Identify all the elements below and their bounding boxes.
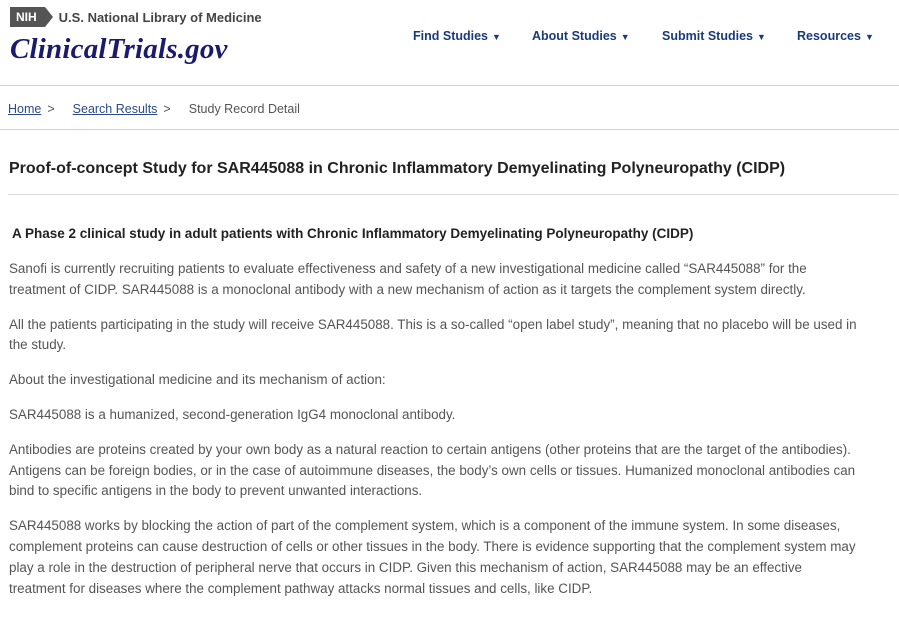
chevron-right-icon: >: [47, 102, 55, 116]
nav-submit-studies[interactable]: [662, 29, 766, 43]
paragraph: About the investigational medicine and its mechanism of action:: [9, 372, 386, 388]
caret-down-icon: ▼: [492, 32, 501, 42]
nih-logo: NIH: [10, 7, 45, 27]
clinicaltrials-logo[interactable]: ClinicalTrials.gov: [10, 33, 228, 65]
paragraph: SAR445088 is a humanized, second-generation IgG4 monoclonal antibody.: [9, 406, 456, 422]
nav-about-studies[interactable]: [532, 29, 630, 43]
nav-label: About Studies: [532, 29, 617, 43]
paragraph: Sanofi is currently recruiting patients to evaluate effectiveness and safety of a new investigational medicine called “SAR445088” for the treatment of CIDP. SAR445088 is a monoclonal antibody with a new mechanism of action as it targets the complement system directly.: [9, 261, 807, 297]
breadcrumb: [8, 102, 300, 116]
site-header: [0, 0, 899, 86]
paragraph: All the patients participating in the study will receive SAR445088. This is a so-called “open label study”, meaning that no placebo will be used in the study.: [9, 316, 857, 353]
chevron-right-icon: >: [163, 102, 171, 116]
nav-resources[interactable]: [797, 29, 874, 43]
study-subtitle: A Phase 2 clinical study in adult patients with Chronic Inflammatory Demyelinating Polyneuropathy (CIDP): [12, 226, 694, 241]
caret-down-icon: ▼: [620, 32, 630, 42]
study-description: [9, 259, 859, 613]
breadcrumb-home[interactable]: Home: [8, 102, 42, 116]
nav-find-studies[interactable]: [413, 29, 501, 43]
breadcrumb-current: Study Record Detail: [188, 102, 300, 116]
nav-label: Resources: [797, 29, 861, 43]
nlm-label: U.S. National Library of Medicine: [58, 9, 262, 25]
nlm-banner[interactable]: [10, 7, 262, 27]
nav-label: Find Studies: [413, 29, 488, 43]
caret-down-icon: ▼: [864, 32, 874, 42]
caret-down-icon: ▼: [756, 32, 766, 42]
divider: [0, 129, 899, 130]
paragraph: Antibodies are proteins created by your own body as a natural reaction to certain antigens (other proteins that are the target of the antibodies). Antigens can be foreign bodies, or in the case of autoimmune diseases, the body’s own cells or tissues. Humanized monoclonal antibodies can bind to specific antigens in the body to prevent unwanted interactions.: [9, 441, 856, 499]
divider: [8, 194, 898, 195]
paragraph: SAR445088 works by blocking the action of part of the complement system, which is a component of the immune system. In some diseases, complement proteins can cause destruction of cells or other tissues in the body. There is evidence supporting that the complement system may play a role in the destruction of peripheral nerve that occurs in CIDP. Given this mechanism of action, SAR445088 may be an effective treatment for diseases where the complement pathway attacks normal tissues and cells, like CIDP.: [9, 518, 856, 596]
breadcrumb-search-results[interactable]: Search Results: [72, 102, 158, 116]
page-title: Proof-of-concept Study for SAR445088 in Chronic Inflammatory Demyelinating Polyneuropathy (CIDP): [9, 160, 786, 177]
nav-label: Submit Studies: [662, 29, 753, 43]
